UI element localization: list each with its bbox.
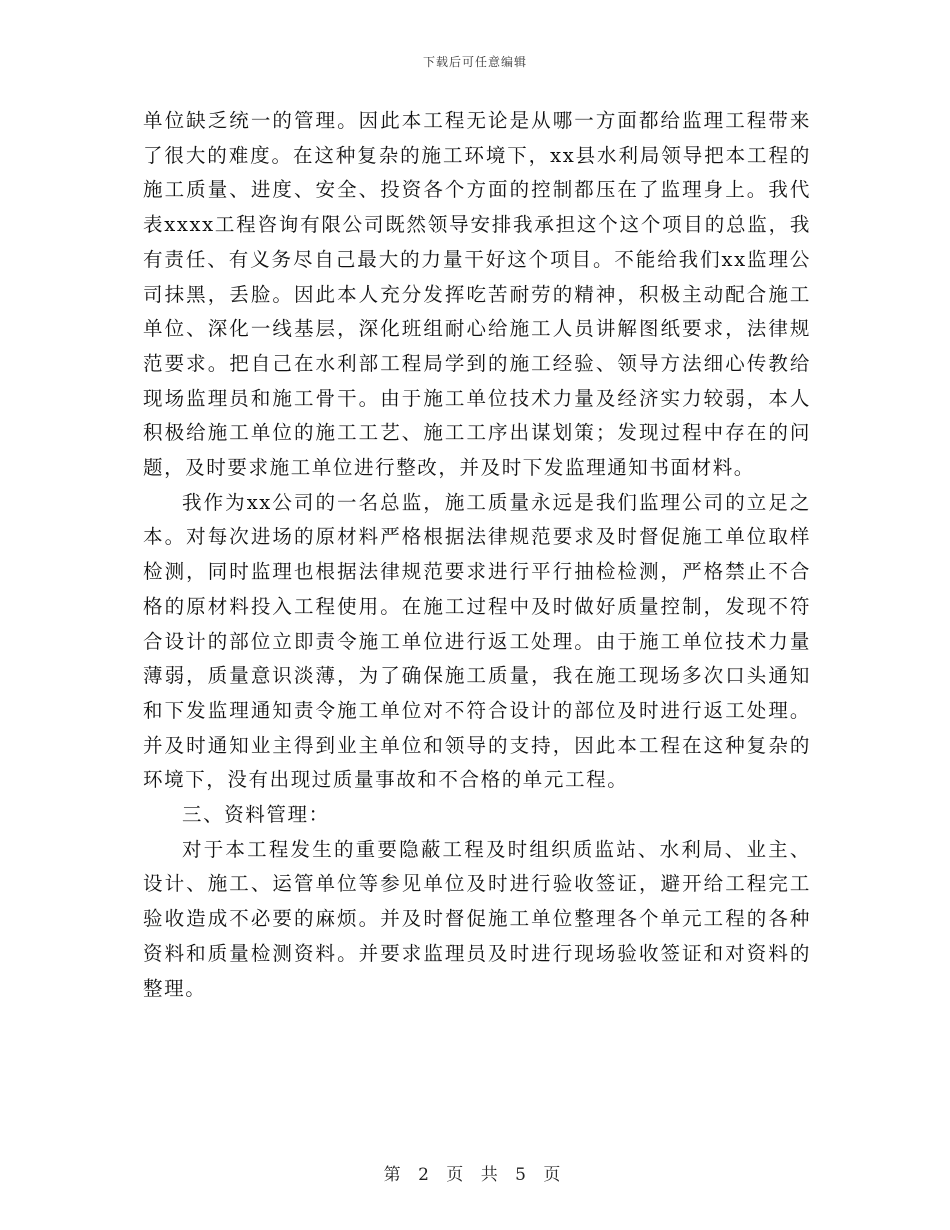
paragraph-management-difficulty: 单位缺乏统一的管理。因此本工程无论是从哪一方面都给监理工程带来了很大的难度。在这种复杂的施工环境下，xx县水利局领导把本工程的施工质量、进度、安全、投资各个方面的控制都压在了监理身上。我代表xxxx工程咨询有限公司既然领导安排我承担这个这个项目的总监，我有责任、有义务尽自己最大的力量干好这个项目。不能给我们xx监理公司抹黑，丢脸。因此本人充分发挥吃苦耐劳的精神，积极主动配合施工单位、深化一线基层，深化班组耐心给施工人员讲解图纸要求，法律规范要求。把自己在水利部工程局学到的施工经验、领导方法细心传教给现场监理员和施工骨干。由于施工单位技术力量及经济实力较弱，本人积极给施工单位的施工工艺、施工工序出谋划策；发现过程中存在的问题，及时要求施工单位进行整改，并及时下发监理通知书面材料。 <box>143 109 811 480</box>
paragraph-document-management: 对于本工程发生的重要隐蔽工程及时组织质监站、水利局、业主、设计、施工、运管单位等参见单位及时进行验收签证，避开给工程完工验收造成不必要的麻烦。并及时督促施工单位整理各个单元工程的各种资料和质量检测资料。并要求监理员及时进行现场验收签证和对资料的整理。 <box>143 837 811 1000</box>
paragraph-quality-control: 我作为xx公司的一名总监，施工质量永远是我们监理公司的立足之本。对每次进场的原材料严格根据法律规范要求及时督促施工单位取样检测，同时监理也根据法律规范要求进行平行抽检检测，严格禁止不合格的原材料投入工程使用。在施工过程中及时做好质量控制，发现不符合设计的部位立即责令施工单位进行返工处理。由于施工单位技术力量薄弱，质量意识淡薄，为了确保施工质量，我在施工现场多次口头通知和下发监理通知责令施工单位对不符合设计的部位及时进行返工处理。并及时通知业主得到业主单位和领导的支持，因此本工程在这种复杂的环境下，没有出现过质量事故和不合格的单元工程。 <box>143 490 811 792</box>
document-body <box>143 104 811 1006</box>
page-number-footer: 第 2 页 共 5 页 <box>383 1165 567 1185</box>
page-header: 下载后可任意编辑 <box>422 55 527 69</box>
section-heading-document-management: 三、资料管理： <box>182 803 330 827</box>
